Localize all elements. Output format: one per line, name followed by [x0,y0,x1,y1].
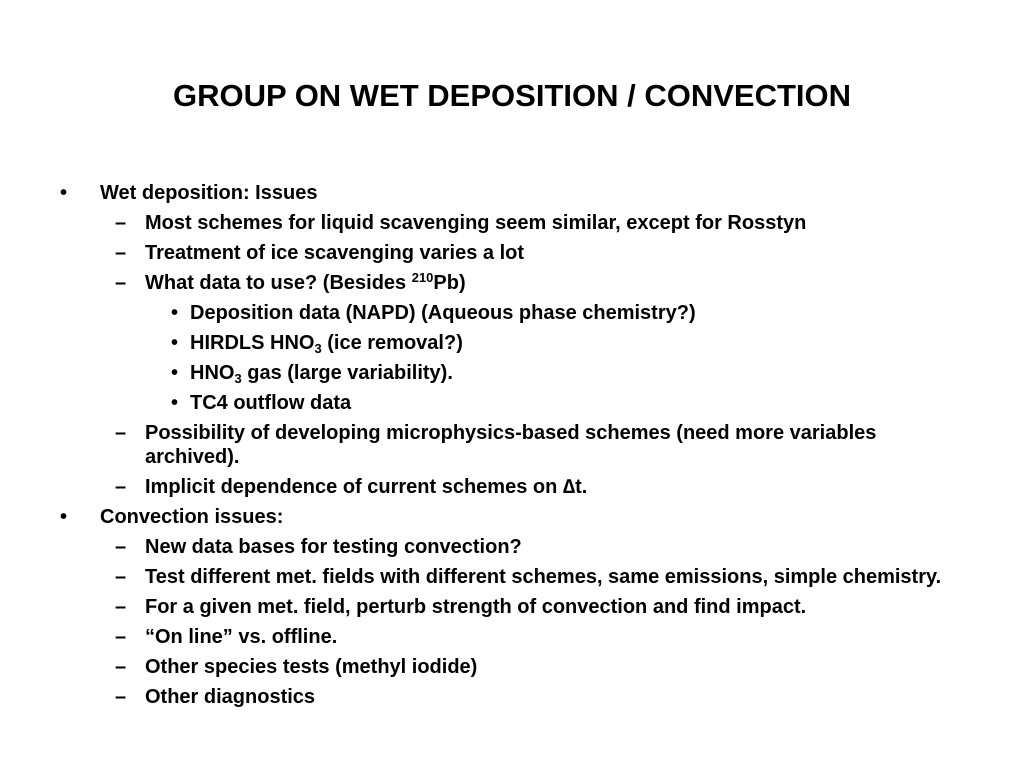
dash-marker: – [115,656,127,678]
dash-implicit [0,475,1024,499]
bullet-wet-deposition [0,181,1024,205]
text-part: HNO [190,362,235,384]
dash-text: New data bases for testing convection? [145,536,522,558]
subscript: 3 [234,371,242,386]
bullet-marker: • [60,182,68,204]
bullet-convection [0,505,1024,529]
dash-text: Other species tests (methyl iodide) [145,656,478,678]
dash-what-data [0,271,1024,295]
dash-marker: – [115,422,127,444]
subbullet-marker: • [171,362,179,384]
bullet-text: Convection issues: [100,506,284,528]
subbullet-marker: • [171,332,179,354]
dash-possibility [0,421,1024,469]
dash-text [145,271,964,295]
dash-most-schemes [0,211,1024,235]
dash-treatment-ice [0,241,1024,265]
dash-for-given [0,595,1024,619]
bullet-text: Wet deposition: Issues [100,182,318,204]
dash-text: Possibility of developing microphysics-based schemes (need more variables archived). [145,422,877,468]
dash-marker: – [115,272,127,294]
text-part: HIRDLS HNO [190,332,315,354]
dash-other-species [0,655,1024,679]
dash-text: Other diagnostics [145,686,316,708]
dash-marker: – [115,476,127,498]
delta-symbol: ∆ [562,476,576,498]
superscript: 210 [411,270,434,285]
dash-marker: – [115,242,127,264]
subbullet-hirdls [0,331,1024,355]
text-part: Pb) [433,272,466,294]
dash-marker: – [115,686,127,708]
bullet-marker: • [60,506,68,528]
dash-test-different [0,565,1024,589]
subbullet-text [190,331,964,355]
text-part: Implicit dependence of current schemes on [145,476,563,498]
subbullet-text: Deposition data (NAPD) (Aqueous phase chemistry?) [190,302,696,324]
dash-marker: – [115,212,127,234]
dash-marker: – [115,536,127,558]
text-part: t. [575,476,588,498]
dash-text: Most schemes for liquid scavenging seem similar, except for Rosstyn [145,212,807,234]
text-part: What data to use? (Besides [145,272,412,294]
dash-text: For a given met. field, perturb strength of convection and find impact. [145,596,807,618]
subbullet-deposition-data [0,301,1024,325]
dash-text: Test different met. fields with different schemes, same emissions, simple chemistry. [145,566,942,588]
subbullet-tc4 [0,391,1024,415]
subscript: 3 [314,341,322,356]
dash-on-line [0,625,1024,649]
subbullet-hno3-gas [0,361,1024,385]
dash-other-diagnostics [0,685,1024,709]
subbullet-text [190,361,964,385]
dash-new-data [0,535,1024,559]
slide-content [0,181,1024,715]
dash-marker: – [115,596,127,618]
subbullet-text: TC4 outflow data [190,392,352,414]
subbullet-marker: • [171,302,179,324]
text-part: (ice removal?) [321,332,463,354]
text-part: gas (large variability). [241,362,453,384]
dash-text: “On line” vs. offline. [145,626,338,648]
dash-marker: – [115,626,127,648]
slide-title: GROUP ON WET DEPOSITION / CONVECTION [172,78,852,113]
dash-text: Treatment of ice scavenging varies a lot [145,242,525,264]
dash-marker: – [115,566,127,588]
subbullet-marker: • [171,392,179,414]
dash-text [145,475,964,499]
